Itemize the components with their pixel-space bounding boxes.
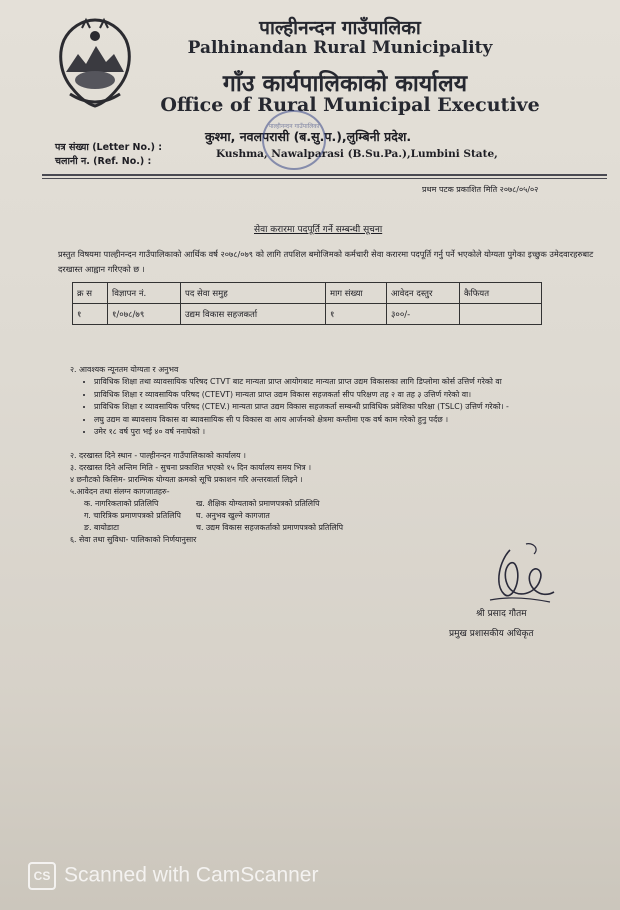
table-header-cell: क्र स bbox=[73, 283, 108, 304]
table-header-cell: विज्ञापन नं. bbox=[108, 283, 181, 304]
requirements-heading: २. आवश्यक न्यूनतम योग्यता र अनुभव bbox=[70, 365, 179, 374]
table-cell bbox=[460, 304, 542, 325]
requirements-section bbox=[70, 364, 610, 438]
table-cell: १ bbox=[326, 304, 387, 325]
table-header-cell: कैफियत bbox=[460, 283, 542, 304]
clause-item: ६. सेवा तथा सुविधा- पालिकाको निर्णयानुसार bbox=[70, 535, 197, 544]
table-row bbox=[73, 304, 542, 325]
office-stamp bbox=[262, 110, 326, 170]
table-cell: १ bbox=[73, 304, 108, 325]
list-item: • उमेर १८ वर्ष पुरा भई ४० वर्ष ननाघेको । bbox=[94, 426, 610, 438]
clauses-section bbox=[70, 450, 550, 546]
header-divider-thin bbox=[42, 178, 607, 179]
document-item: ग. चारित्रिक प्रमाणपत्रको प्रतिलिपि bbox=[84, 511, 181, 520]
vacancy-table bbox=[72, 282, 542, 325]
documents-list bbox=[70, 498, 550, 534]
stamp-text: पाल्हीनन्दन गाउँपालिका bbox=[268, 123, 320, 130]
clause-item: ४ छनौटको किसिम- प्रारम्भिक योग्यता क्रमको सूचि प्रकाशन गरि अन्तरवार्ता लिइने । bbox=[70, 475, 303, 484]
document-item: ङ. बायोडाटा bbox=[84, 523, 120, 532]
list-item: • प्राविधिक शिक्षा र व्यावसायिक परिषद (CTEVT) मान्यता प्राप्त उद्यम विकास सहजकर्ता सीप परिक्षण तह २ वा तह ३ उत्तिर्ण गरेको वा। bbox=[94, 389, 610, 401]
document-item: क. नागरिकताको प्रतिलिपि bbox=[84, 499, 159, 508]
reference-number-label: चलानी न. (Ref. No.) : bbox=[55, 156, 152, 167]
header-divider bbox=[42, 174, 607, 176]
table-header-cell: पद सेवा समुह bbox=[181, 283, 326, 304]
municipality-name-en: Palhinandan Rural Municipality bbox=[187, 38, 493, 58]
list-item: • लघु उद्यम वा ब्यावसाय विकास वा ब्यावसायिक सी प विकास वा आय आर्जनको क्षेत्रमा कम्तीमा एक वर्ष काम गरेको हुनु पर्दछ । bbox=[94, 414, 610, 426]
signatory-name: श्री प्रसाद गौतम bbox=[476, 609, 527, 619]
signatory-title: प्रमुख प्रशासकीय अधिकृत bbox=[449, 629, 534, 639]
list-item: • प्राविधिक शिक्षा र व्यावसायिक परिषद (CTEV.) मान्यता प्राप्त उद्यम विकास सहजकर्ता सम्बन्धी प्राविधिक प्रवेशिका परिक्षा (TSLC) उत्तिर्ण गरेको। - bbox=[94, 401, 610, 413]
letter-number-label: पत्र संख्या (Letter No.) : bbox=[55, 142, 163, 153]
requirements-list bbox=[70, 376, 610, 438]
notice-subject: सेवा करारमा पदपूर्ति गर्ने सम्बन्धी सूचना bbox=[254, 225, 383, 235]
clause-item: ३. दरखास्त दिने अन्तिम मिति - सुचना प्रकाशित भएको १५ दिन कार्यालय समय भित्र । bbox=[70, 463, 312, 472]
clause-item: ५.आवेदन तथा संलग्न कागजातहरु- bbox=[70, 487, 170, 496]
watermark-text: Scanned with CamScanner bbox=[64, 863, 319, 887]
document-item: घ. अनुभव खुल्ने कागजात bbox=[196, 511, 270, 520]
table-header-row bbox=[73, 283, 542, 304]
document-item: ख. शैक्षिक योग्यताको प्रमाणपत्रको प्रतिलिपि bbox=[196, 499, 320, 508]
camscanner-logo-icon: CS bbox=[28, 862, 56, 890]
table-cell: उद्यम विकास सहजकर्ता bbox=[181, 304, 326, 325]
table-header-cell: माग संख्या bbox=[326, 283, 387, 304]
publish-date: प्रथम पटक प्रकाशित मिति २०७८/०५/०२ bbox=[422, 185, 539, 194]
office-name-np: गाँउ कार्यपालिकाको कार्यालय bbox=[222, 71, 468, 97]
table-cell: ३००/- bbox=[387, 304, 460, 325]
table-header-cell: आवेदन दस्तुर bbox=[387, 283, 460, 304]
table-cell: १/०७८/७९ bbox=[108, 304, 181, 325]
address-np: कुश्मा, नवलपरासी (ब.सु.प.),लुम्बिनी प्रदेश. bbox=[205, 129, 412, 144]
clause-item: २. दरखास्त दिने स्थान - पाल्हीनन्दन गाउँपालिकाको कार्यालय । bbox=[70, 451, 247, 460]
office-name-en: Office of Rural Municipal Executive bbox=[160, 94, 540, 116]
document-item: च. उद्यम विकास सहजकर्ताको प्रमाणपत्रको प्रतिलिपि bbox=[196, 523, 344, 532]
camscanner-watermark bbox=[28, 862, 318, 890]
notice-intro: प्रस्तुत विषयमा पाल्हीनन्दन गाउँपालिकाको आर्थिक वर्ष २०७८/०७९ को लागि तपशिल बमोजिमको कर्मचारी सेवा करारमा पदपूर्ति गर्नु पर्ने भएकोले योग्यता पुगेका इच्छुक उमेदवारहरुबाट दरखास्त आह्वान गरिएको छ । bbox=[58, 249, 594, 274]
list-item: • प्राविधिक शिक्षा तथा व्यावसायिक परिषद CTVT बाट मान्यता प्राप्त आयोगबाट मान्यता प्राप्त उद्यम विकासका लागि डिप्लोमा कोर्स उत्तिर्ण गरेको वा bbox=[94, 376, 610, 388]
address-en: Kushma, Nawalparasi (B.Su.Pa.),Lumbini State, bbox=[216, 148, 498, 160]
municipality-name-np: पाल्हीनन्दन गाउँपालिका bbox=[259, 17, 421, 39]
